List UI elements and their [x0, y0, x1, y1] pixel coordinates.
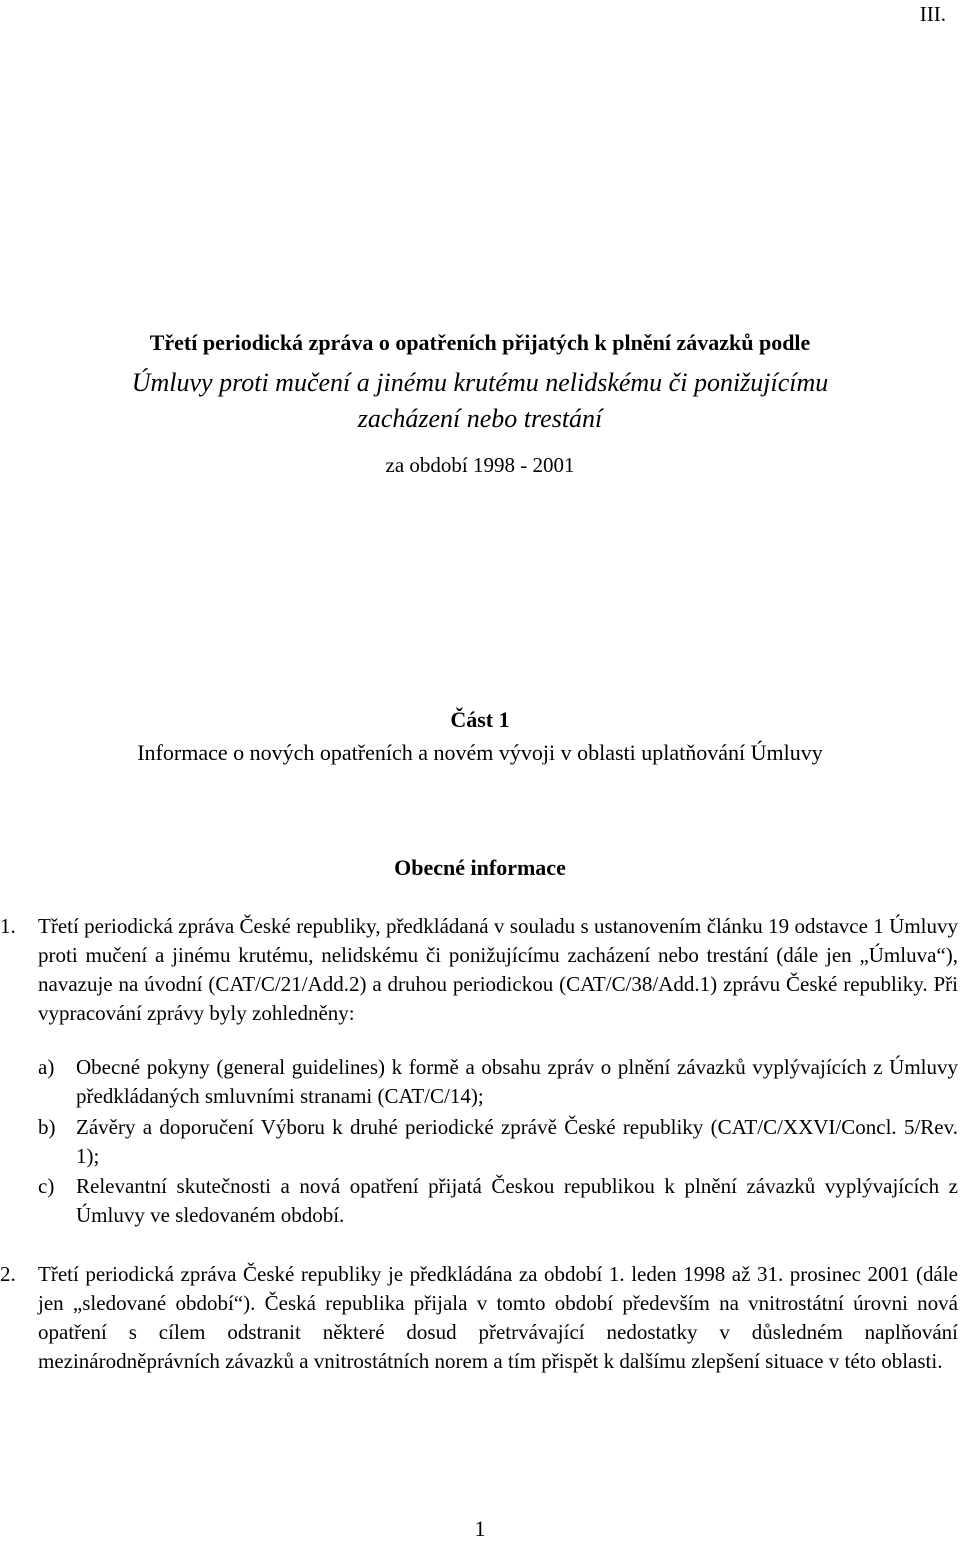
- list-marker: c): [38, 1174, 55, 1198]
- paragraph-1: [0, 912, 958, 1028]
- list-marker: b): [38, 1115, 56, 1139]
- reporting-period: za období 1998 - 2001: [385, 453, 575, 477]
- list-item-text: Obecné pokyny (general guidelines) k formě a obsahu zpráv o plnění závazků vyplývajících z Úmluvy předkládaných smluvními stranami (CAT/C/14);: [76, 1055, 958, 1108]
- page-number: 1: [474, 1516, 486, 1541]
- paragraph-number: 1.: [0, 914, 16, 938]
- list-item: [38, 1113, 958, 1171]
- paragraph-text: Třetí periodická zpráva České republiky je předkládána za období 1. leden 1998 až 31. prosinec 2001 (dále jen „sledované období“). Česká republika přijala v tomto období především na vnitrostátní úrovni nová opatření s cílem odstranit některé dosud přetrvávající nedostatky v důsledném naplňování mezinárodněprávních závazků a vnitrostátních norem a tím přispět k dalšímu zlepšení situace v této oblasti.: [38, 1262, 958, 1373]
- paragraph-2: [0, 1260, 958, 1376]
- paragraph-number: 2.: [0, 1262, 16, 1286]
- part-number: Část 1: [450, 707, 510, 732]
- list-item: [38, 1172, 958, 1230]
- document-title-line-1: Třetí periodická zpráva o opatřeních přijatých k plnění závazků podle: [149, 330, 811, 355]
- list-item-text: Závěry a doporučení Výboru k druhé periodické zprávě České republiky (CAT/C/XXVI/Concl. 5/Rev. 1);: [76, 1115, 958, 1168]
- list-marker: a): [38, 1055, 55, 1079]
- list-item-text: Relevantní skutečnosti a nová opatření přijatá Českou republikou k plnění závazků vyplývajících z Úmluvy ve sledovaném období.: [76, 1174, 958, 1227]
- document-title-line-2: Úmluvy proti mučení a jinému krutému nelidskému či ponižujícímu: [131, 368, 829, 397]
- section-mark: III.: [919, 2, 946, 26]
- paragraph-text: Třetí periodická zpráva České republiky, předkládaná v souladu s ustanovením článku 19 odstavce 1 Úmluvy proti mučení a jinému krutému, nelidskému či ponižujícímu zacházení nebo trestání (dále jen „Úmluva“), navazuje na úvodní (CAT/C/21/Add.2) a druhou periodickou (CAT/C/38/Add.1) zprávu České republiky. Při vypracování zprávy byly zohledněny:: [38, 914, 958, 1025]
- part-title: Informace o nových opatřeních a novém vývoji v oblasti uplatňování Úmluvy: [137, 740, 823, 765]
- document-title-line-3: zacházení nebo trestání: [357, 404, 603, 433]
- list-item: [38, 1053, 958, 1111]
- section-heading: Obecné informace: [394, 855, 566, 880]
